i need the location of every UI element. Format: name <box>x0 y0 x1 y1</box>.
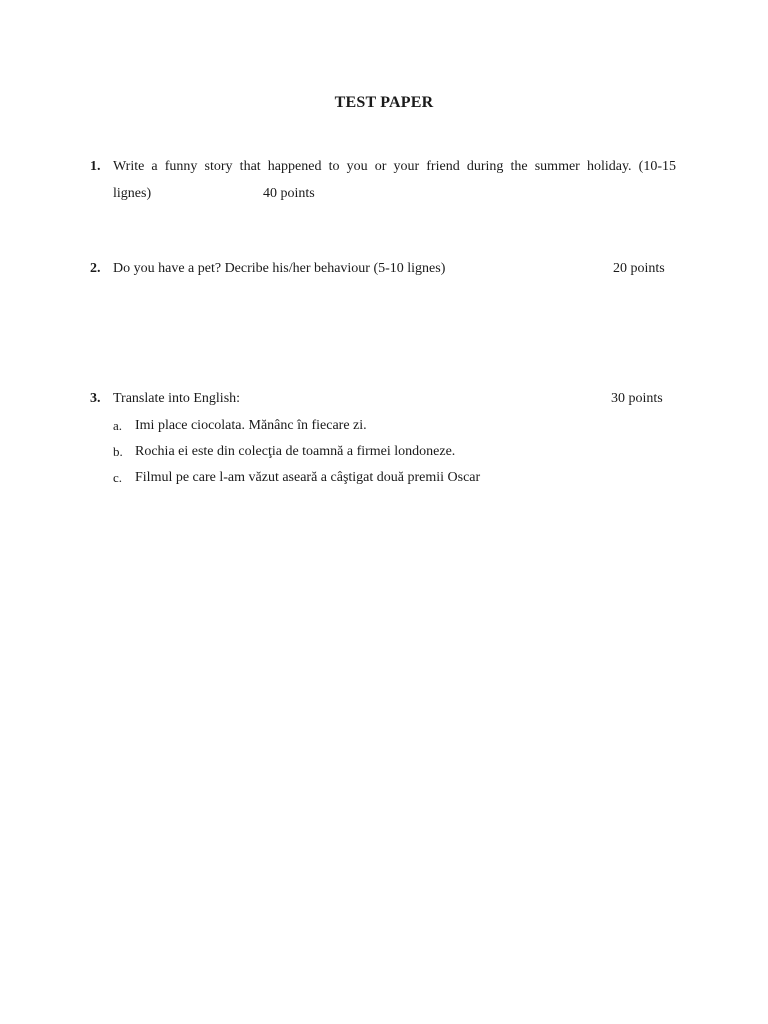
question-3-points: 30 points <box>611 391 663 406</box>
question-3-item-a-letter: a. <box>113 418 123 433</box>
question-1-number: 1. <box>90 159 101 174</box>
question-1-text-line2: lignes) <box>113 186 152 201</box>
question-1-points: 40 points <box>263 186 315 201</box>
question-3-item-c-text: Filmul pe care l-am văzut aseară a câştigat două premii Oscar <box>135 470 481 485</box>
question-2-number: 2. <box>90 261 101 276</box>
question-2-points: 20 points <box>613 261 665 276</box>
question-3-item-b-letter: b. <box>113 444 123 459</box>
question-3-item-a-text: Imi place ciocolata. Mănânc în fiecare zi. <box>135 418 367 433</box>
question-2-text: Do you have a pet? Decribe his/her behaviour (5-10 lignes) <box>113 261 446 276</box>
question-1-text-line1: Write a funny story that happened to you or your friend during the summer holiday. (10-15 <box>113 159 676 174</box>
question-3-item-c-letter: c. <box>113 470 123 485</box>
page-title: TEST PAPER <box>334 94 434 111</box>
question-3-item-b-text: Rochia ei este din colecţia de toamnă a firmei londoneze. <box>135 444 456 459</box>
question-3-text: Translate into English: <box>113 391 241 406</box>
question-3-number: 3. <box>90 391 101 406</box>
